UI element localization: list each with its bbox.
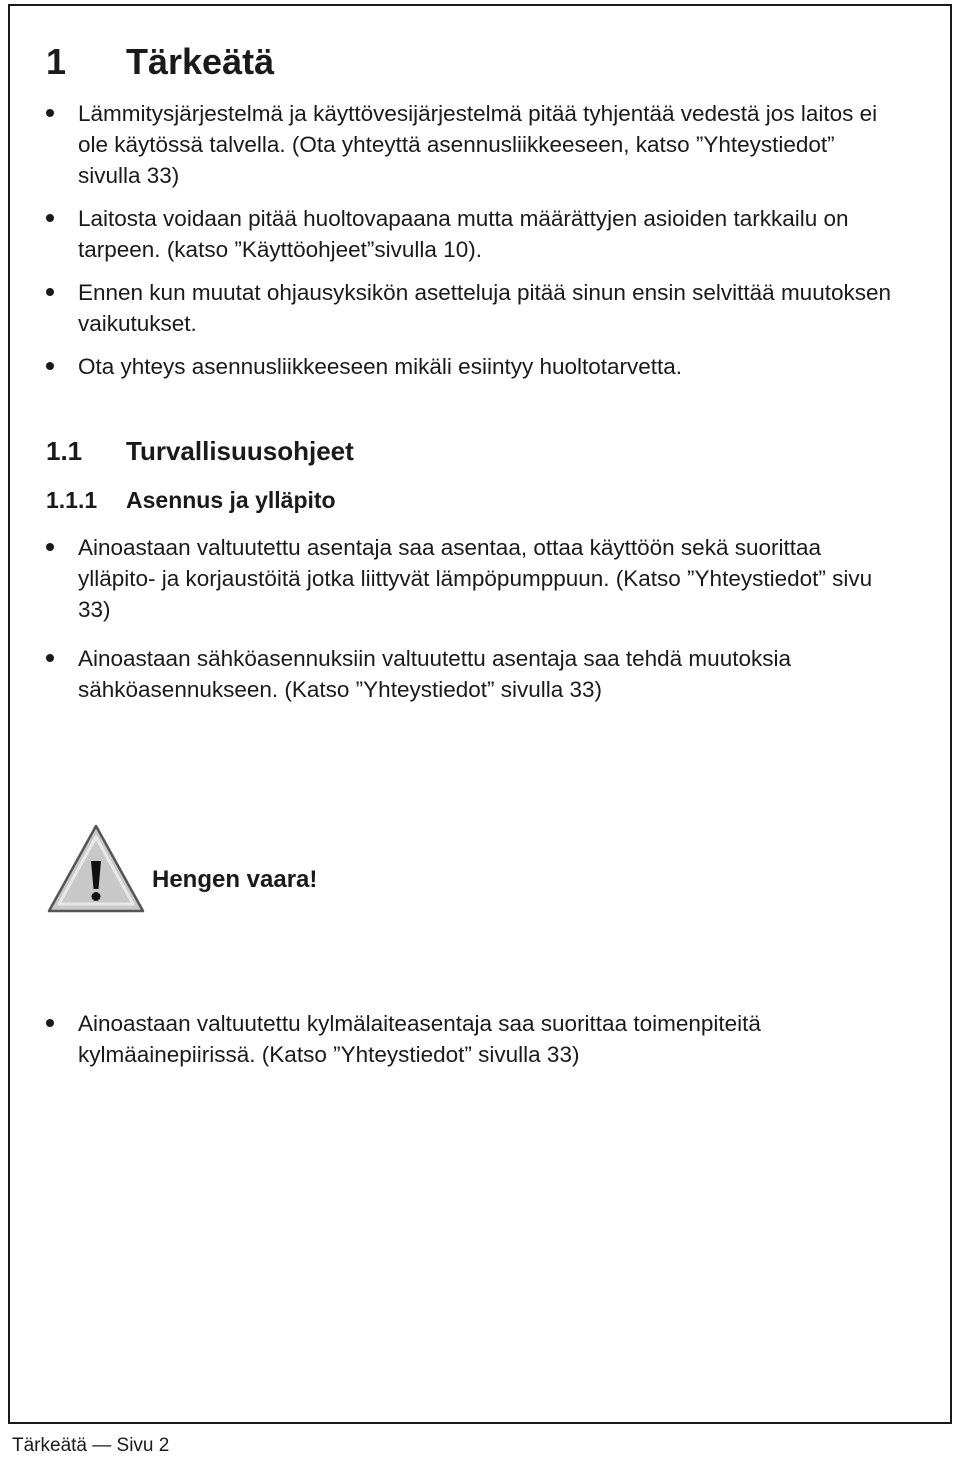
subsection-heading — [46, 486, 336, 514]
danger-warning — [46, 823, 546, 913]
chapter-heading — [46, 42, 274, 82]
chapter-number: 1 — [46, 41, 67, 82]
install-bullet-list — [46, 532, 896, 717]
refrigerant-bullet-list — [46, 1008, 896, 1082]
list-item: Ainoastaan valtuutettu kylmälaiteasentaja saa suorittaa toimenpiteitä kylmäainepiirissä. (Katso ”Yhteystiedot” sivulla 33) — [46, 1008, 896, 1070]
bullet-icon — [46, 362, 54, 370]
list-item: Ota yhteys asennusliikkeeseen mikäli esiintyy huoltotarvetta. — [46, 351, 896, 382]
bullet-icon — [46, 288, 54, 296]
bullet-icon — [46, 109, 54, 117]
warning-triangle-icon — [46, 823, 146, 915]
bullet-icon — [46, 654, 54, 662]
bullet-icon — [46, 543, 54, 551]
list-item: Ennen kun muutat ohjausyksikön asetteluja pitää sinun ensin selvittää muutoksen vaikutukset. — [46, 277, 896, 339]
warning-text: Hengen vaara! — [152, 866, 318, 893]
page-footer: Tärkeätä — Sivu 2 — [12, 1435, 170, 1456]
list-item: Laitosta voidaan pitää huoltovapaana mutta määrättyjen asioiden tarkkailu on tarpeen. (katso ”Käyttöohjeet”sivulla 10). — [46, 203, 896, 265]
bullet-icon — [46, 1019, 54, 1027]
section-title: Turvallisuusohjeet — [126, 436, 354, 466]
subsection-number: 1.1.1 — [46, 487, 98, 513]
chapter-title: Tärkeätä — [126, 41, 275, 82]
list-item: Lämmitysjärjestelmä ja käyttövesijärjestelmä pitää tyhjentää vedestä jos laitos ei ole käytössä talvella. (Ota yhteyttä asennusliikkeeseen, katso ”Yhteystiedot” sivulla 33) — [46, 98, 896, 191]
list-item: Ainoastaan sähköasennuksiin valtuutettu asentaja saa tehdä muutoksia sähköasennukseen. (Katso ”Yhteystiedot” sivulla 33) — [46, 643, 896, 705]
intro-bullet-list — [46, 98, 896, 394]
bullet-icon — [46, 214, 54, 222]
section-heading — [46, 436, 354, 466]
list-item: Ainoastaan valtuutettu asentaja saa asentaa, ottaa käyttöön sekä suorittaa ylläpito- ja korjaustöitä jotka liittyvät lämpöpumppuun. (Katso ”Yhteystiedot” sivu 33) — [46, 532, 896, 625]
section-number: 1.1 — [46, 436, 83, 466]
subsection-title: Asennus ja ylläpito — [126, 487, 336, 513]
